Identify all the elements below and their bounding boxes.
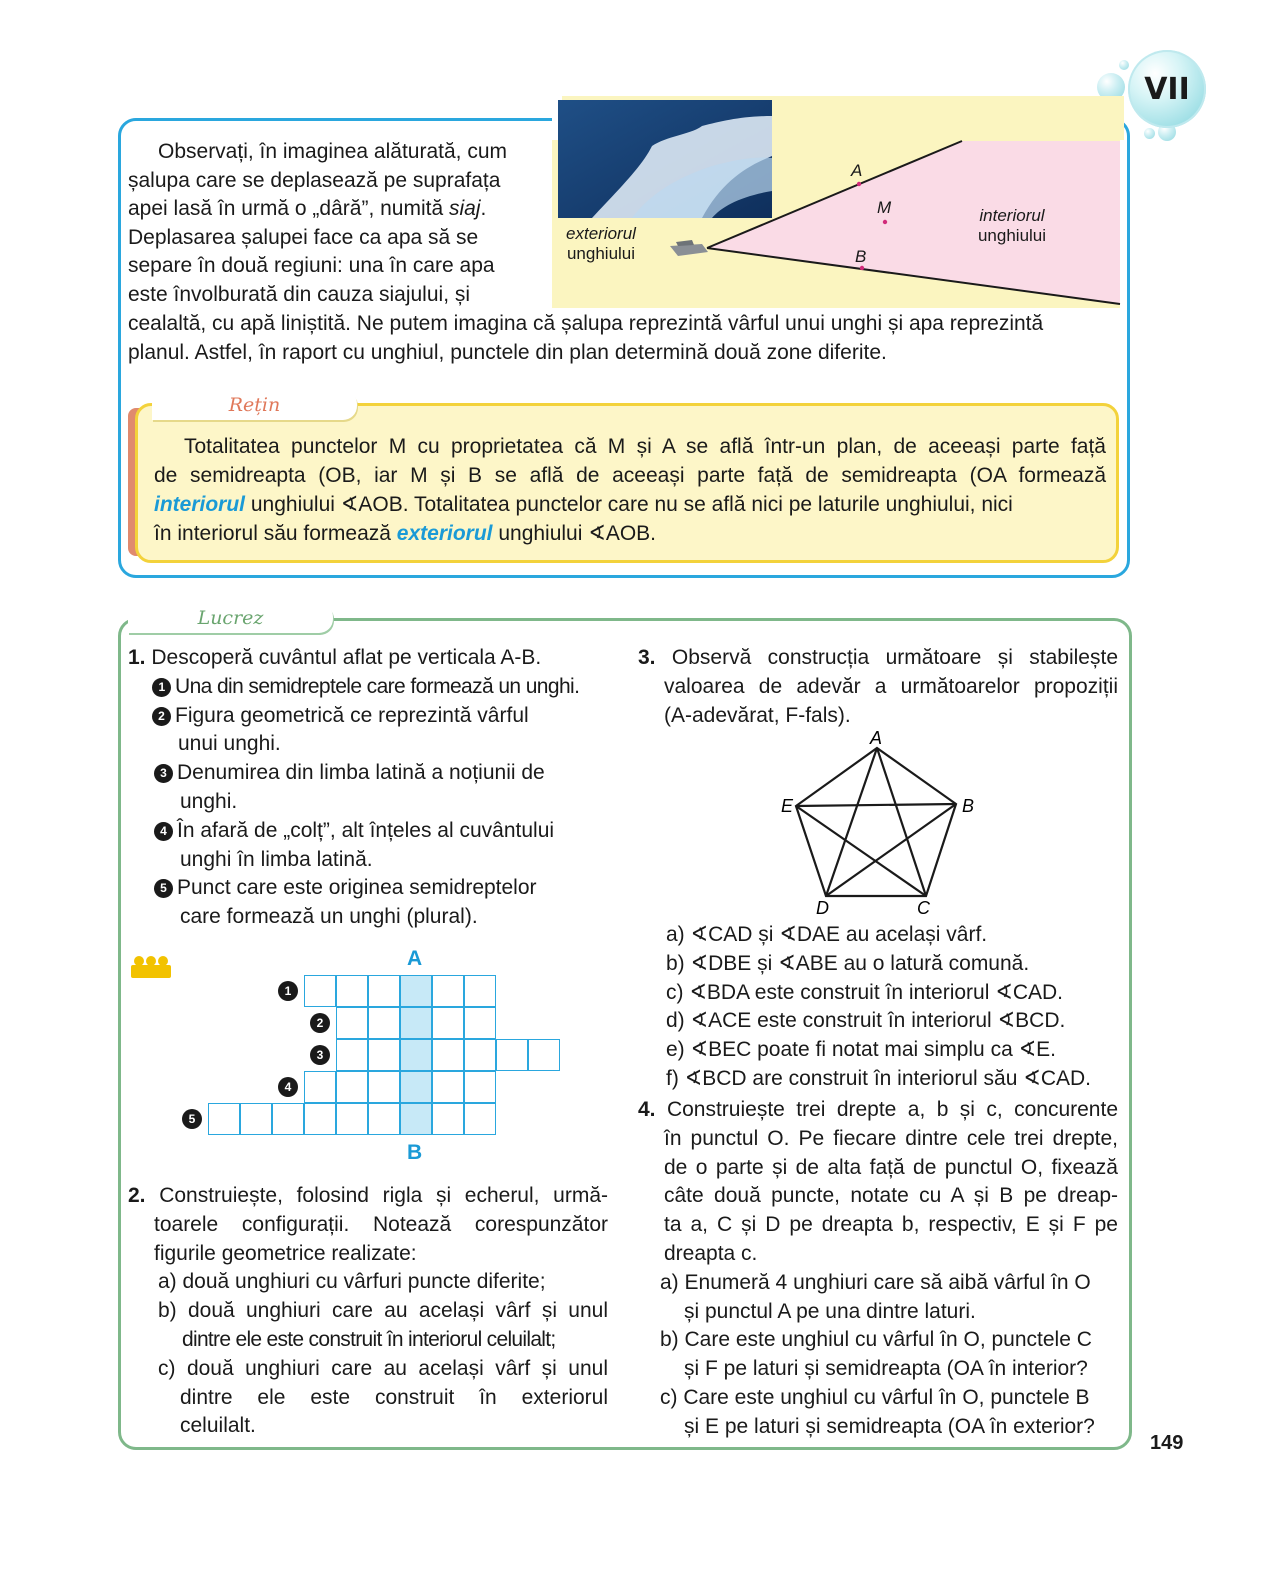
- crossword-cell[interactable]: [432, 975, 464, 1007]
- exercise-2-item-a: a) două unghiuri cu vârfuri puncte diferite;: [158, 1270, 546, 1294]
- crossword-cell[interactable]: [368, 1007, 400, 1039]
- exercise-2-line: toarele configurații. Notează corespunzător: [154, 1212, 608, 1236]
- exercise-3-item-d: d) ∢ACE este construit în interiorul ∢BCD.: [666, 1009, 1066, 1033]
- clue-text: Una din semidreptele care formează un unghi.: [175, 674, 580, 698]
- intro-full-line: cealaltă, cu apă liniștită. Ne putem imagina că șalupa reprezintă vârful unui unghi și apa reprezintă: [128, 312, 1044, 335]
- exercise-4-item-c: c) Care este unghiul cu vârful în O, punctele B: [660, 1385, 1090, 1409]
- point-B-label: B: [855, 247, 867, 266]
- exercise-4-line: câte două puncte, notate cu A și B pe dreap-: [664, 1184, 1118, 1208]
- interior-right-white: [1120, 140, 1124, 308]
- crossword-label-B: B: [407, 1141, 423, 1164]
- intro-line: Deplasarea șalupei face ca apa să se: [128, 225, 479, 249]
- exercise-2-item-c-cont: dintre ele este construit în exteriorul: [180, 1385, 608, 1409]
- crossword-cell[interactable]: [400, 1039, 432, 1071]
- crossword-cell[interactable]: [304, 1103, 336, 1135]
- retin-line: [154, 490, 1106, 519]
- exercise-4-line: ta a, C și D pe dreapta b, respectiv, E și F pe: [664, 1213, 1118, 1237]
- clue-number: 4: [154, 822, 173, 841]
- exercise-number: 2.: [128, 1184, 146, 1207]
- page-number: 149: [1150, 1432, 1184, 1454]
- crossword-cell[interactable]: [400, 1103, 432, 1135]
- crossword-cell[interactable]: [304, 975, 336, 1007]
- retin-line: de semidreapta (OB, iar M și B se află de aceeași parte față de semidreapta (OA formează: [154, 464, 1106, 487]
- siaj-word: siaj: [449, 197, 481, 220]
- crossword-row-number: 2: [310, 1013, 330, 1033]
- exercise-3-line: valoarea de adevăr a următoarelor propoziții: [664, 674, 1118, 698]
- vertex-A-label: A: [870, 728, 883, 748]
- intro-line: șalupa care se deplasează pe suprafața: [128, 168, 501, 192]
- clue-number: 2: [152, 707, 171, 726]
- intro-full-text: [128, 310, 1124, 367]
- crossword-cell[interactable]: [336, 975, 368, 1007]
- exercise-1: [128, 644, 618, 932]
- exercise-2-item-b: b) două unghiuri care au același vârf și unul: [158, 1299, 608, 1323]
- crossword-row-number: 4: [278, 1077, 298, 1097]
- retin-text: [154, 432, 1106, 548]
- exercise-3-line: [638, 644, 1118, 673]
- intro-line: este învolburată din cauza siajului, și: [128, 282, 471, 306]
- clue-2-cont: unui unghi.: [178, 732, 281, 756]
- crossword-cell[interactable]: [368, 1039, 400, 1071]
- exercise-2-item-c: c) două unghiuri care au același vârf și unul: [158, 1356, 608, 1380]
- clue-4: [128, 817, 618, 846]
- crossword-cell[interactable]: [528, 1039, 560, 1071]
- crossword-cell[interactable]: [240, 1103, 272, 1135]
- angle-figure: [552, 96, 1124, 308]
- group-work-icon: [130, 953, 172, 979]
- crossword-cell[interactable]: [432, 1007, 464, 1039]
- clue-number: 1: [152, 678, 171, 697]
- exterior-label-line1: exteriorul: [566, 224, 636, 243]
- retin-line-text: în interiorul său formează: [154, 522, 397, 545]
- point-M-label: M: [877, 198, 892, 217]
- exercise-4-item-a-cont: și punctul A pe una dintre laturi.: [684, 1299, 976, 1323]
- crossword-cell[interactable]: [304, 1071, 336, 1103]
- exercise-3: [638, 644, 1118, 730]
- lucrez-title: Lucrez: [128, 603, 333, 633]
- crossword-cell[interactable]: [400, 975, 432, 1007]
- clue-5-cont: care formează un unghi (plural).: [180, 905, 478, 929]
- retin-line-text: unghiului ∢AOB.: [492, 522, 657, 545]
- exercise-3-item-e: e) ∢BEC poate fi notat mai simplu ca ∢E.: [666, 1038, 1057, 1062]
- exercise-2-item-b-cont: dintre ele este construit în interiorul celuilalt;: [182, 1327, 556, 1351]
- exercise-2-text: Construiește, folosind rigla și echerul, urmă-: [159, 1184, 608, 1207]
- exercise-4-line: de o parte și de alta față de punctul O, fixează: [664, 1155, 1118, 1179]
- retin-line: [154, 519, 1106, 548]
- vertex-B-label: B: [962, 796, 975, 816]
- intro-full-line: planul. Astfel, în raport cu unghiul, punctele din plan determină două zone diferite.: [128, 340, 887, 364]
- crossword-cell[interactable]: [208, 1103, 240, 1135]
- exercise-4-item-b: b) Care este unghiul cu vârful în O, punctele C: [660, 1328, 1092, 1352]
- clue-4-cont: unghi în limba latină.: [180, 847, 373, 871]
- clue-1: [128, 673, 618, 702]
- crossword-cell[interactable]: [464, 975, 496, 1007]
- exercise-2-line: figurile geometrice realizate:: [154, 1241, 417, 1265]
- intro-text: [128, 138, 530, 309]
- badge-bubble-tiny: [1119, 60, 1129, 70]
- crossword-cell[interactable]: [432, 1103, 464, 1135]
- crossword-cell[interactable]: [336, 1039, 368, 1071]
- exercise-3-item-c: c) ∢BDA este construit în interiorul ∢CAD.: [666, 980, 1063, 1004]
- crossword-row-number: 5: [182, 1109, 202, 1129]
- clue-text: Figura geometrică ce reprezintă vârful: [175, 703, 529, 727]
- chapter-badge: VII: [1128, 50, 1206, 128]
- clue-2: [128, 702, 618, 731]
- clue-text: În afară de „colț”, alt înțeles al cuvântului: [177, 818, 555, 842]
- crossword-cell[interactable]: [464, 1039, 496, 1071]
- crossword-cell[interactable]: [432, 1039, 464, 1071]
- exercise-4-item-c-cont: și E pe laturi și semidreapta (OA în exterior?: [684, 1414, 1095, 1438]
- crossword-cell[interactable]: [368, 1071, 400, 1103]
- intro-line-text: apei lasă în urmă o „dâră”, numită: [128, 197, 449, 220]
- vertex-C-label: C: [917, 898, 930, 916]
- keyword-interiorul: interiorul: [154, 493, 246, 516]
- crossword-cell[interactable]: [272, 1103, 304, 1135]
- crossword-cell[interactable]: [368, 1103, 400, 1135]
- pentagon-figure: [780, 726, 990, 916]
- crossword-cell[interactable]: [432, 1071, 464, 1103]
- vertex-D-label: D: [816, 898, 829, 916]
- intro-line: separe în două regiuni: una în care apa: [128, 254, 495, 277]
- clue-3: [128, 759, 618, 788]
- exercise-3-item-a: a) ∢CAD și ∢DAE au același vârf.: [666, 923, 988, 946]
- clue-text: Denumirea din limba latină a noțiunii de: [177, 761, 545, 785]
- crossword: [180, 945, 580, 1175]
- exercise-3-items: [666, 921, 1126, 1094]
- retin-line: Totalitatea punctelor M cu proprietatea că M și A se află într-un plan, de aceeași parte față: [184, 435, 1106, 458]
- crossword-cell[interactable]: [336, 1007, 368, 1039]
- exercise-4-line: dreapta c.: [664, 1241, 758, 1265]
- exercise-2-line: [128, 1182, 608, 1211]
- exercise-4: [638, 1096, 1118, 1442]
- exercise-number: 3.: [638, 646, 656, 669]
- crossword-cell[interactable]: [496, 1039, 528, 1071]
- siaj-end: .: [480, 197, 487, 220]
- point-A-dot: [857, 182, 861, 186]
- exercise-2: [128, 1182, 608, 1441]
- exercise-4-item-a: a) Enumeră 4 unghiuri care să aibă vârful în O: [660, 1270, 1091, 1294]
- crossword-cell[interactable]: [464, 1103, 496, 1135]
- keyword-exteriorul: exteriorul: [396, 522, 493, 545]
- exercise-3-item-f: f) ∢BCD are construit în interiorul său ∢CAD.: [666, 1066, 1091, 1090]
- exercise-1-title: [128, 644, 618, 673]
- badge-bubble-tiny: [1144, 128, 1155, 139]
- exercise-number: 1.: [128, 646, 146, 669]
- crossword-cell[interactable]: [464, 1007, 496, 1039]
- crossword-cell[interactable]: [336, 1071, 368, 1103]
- crossword-cell[interactable]: [336, 1103, 368, 1135]
- vertex-E-label: E: [781, 796, 794, 816]
- interior-label-line2: unghiului: [977, 226, 1047, 245]
- clue-text: Punct care este originea semidreptelor: [177, 876, 537, 900]
- exterior-label: [558, 224, 644, 264]
- exercise-3-text: Observă construcția următoare și stabilește: [671, 646, 1118, 669]
- clue-number: 3: [154, 764, 173, 783]
- clue-3-cont: unghi.: [180, 789, 238, 813]
- exercise-3-line: (A-adevărat, F-fals).: [664, 703, 851, 727]
- point-M-dot: [883, 220, 887, 224]
- crossword-row-number: 3: [310, 1045, 330, 1065]
- interior-label: [962, 206, 1062, 246]
- exercise-4-line: în punctul O. Pe fiecare dintre cele trei drepte,: [664, 1126, 1118, 1150]
- exterior-label-line2: unghiului: [566, 244, 636, 263]
- exercise-number: 4.: [638, 1098, 656, 1121]
- exercise-1-title-text: Descoperă cuvântul aflat pe verticala A-B.: [151, 646, 542, 669]
- crossword-cell[interactable]: [464, 1071, 496, 1103]
- exercise-2-item-c-cont: celuilalt.: [180, 1414, 256, 1438]
- retin-title: Rețin: [152, 390, 357, 420]
- point-A-label: A: [851, 161, 863, 180]
- retin-line-text: unghiului ∢AOB. Totalitatea punctelor care nu se află nici pe laturile unghiului, nici: [245, 493, 1013, 516]
- crossword-cell[interactable]: [368, 975, 400, 1007]
- crossword-cell[interactable]: [400, 1007, 432, 1039]
- crossword-label-A: A: [407, 947, 423, 970]
- exercise-4-line: [638, 1096, 1118, 1125]
- exercise-3-item-b: b) ∢DBE și ∢ABE au o latură comună.: [666, 951, 1030, 975]
- exercise-4-item-b-cont: și F pe laturi și semidreapta (OA în interior?: [684, 1357, 1088, 1381]
- crossword-row-number: 1: [278, 981, 298, 1001]
- clue-number: 5: [154, 879, 173, 898]
- intro-line: Observați, în imaginea alăturată, cum: [158, 140, 508, 163]
- clue-5: [128, 874, 618, 903]
- interior-label-line1: interiorul: [979, 206, 1045, 225]
- intro-line: [128, 195, 530, 224]
- crossword-cell[interactable]: [400, 1071, 432, 1103]
- pentagon-diagonals: [796, 748, 956, 896]
- exercise-4-text: Construiește trei drepte a, b și c, concurente: [666, 1098, 1118, 1121]
